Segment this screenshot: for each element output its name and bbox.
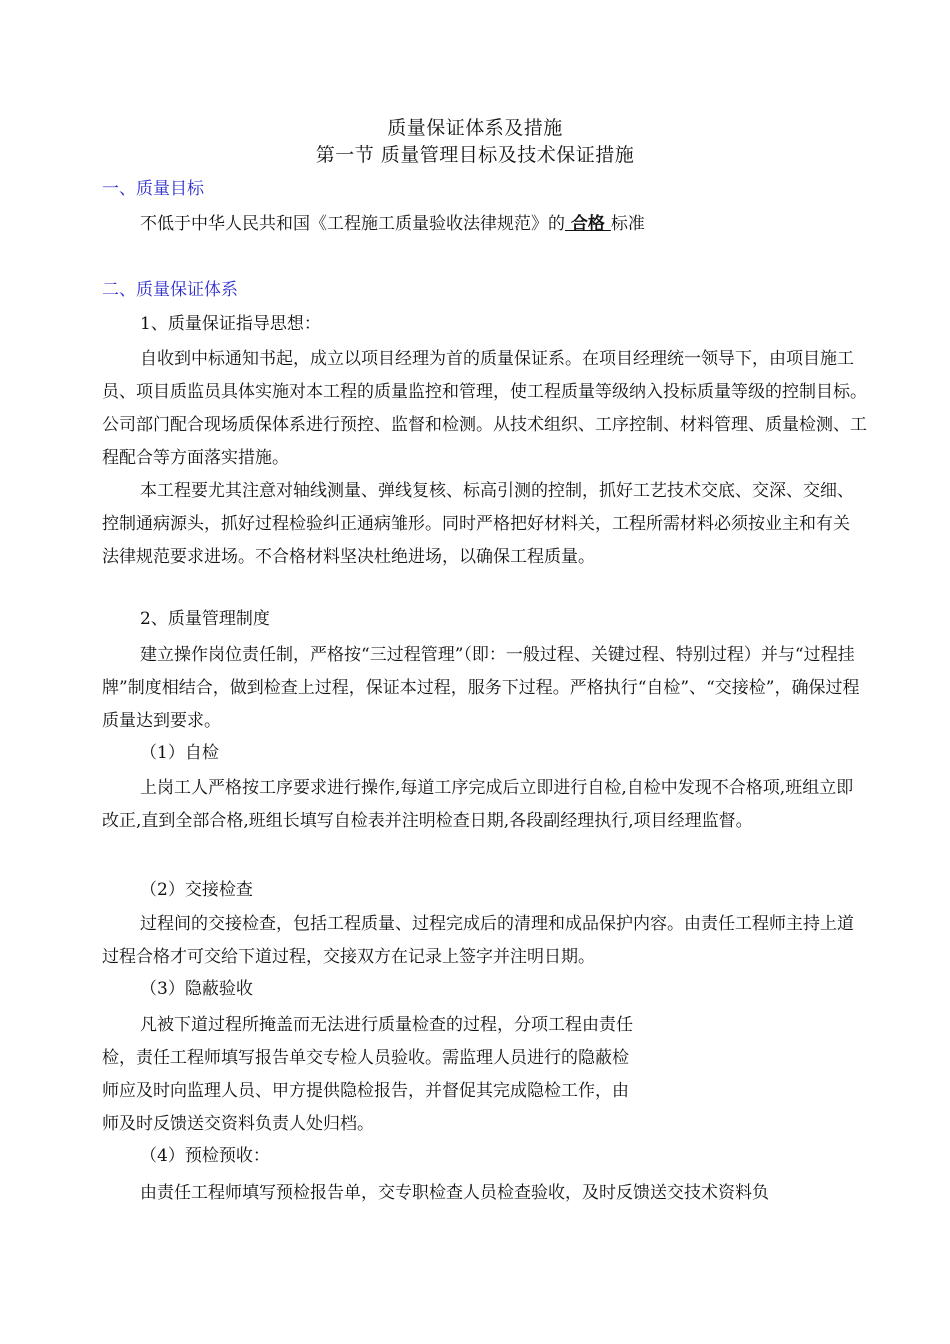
paragraph-handover-check: 过程间的交接检查，包括工程质量、过程完成后的清理和成品保护内容。由责任工程师主持上道过程合格才可交给下道过程，交接双方在记录上签字并注明日期。	[102, 914, 854, 967]
paragraph-guiding-thought: 自收到中标通知书起，成立以项目经理为首的质量保证系。在项目经理统一领导下，由项目施工员、项目质监员具体实施对本工程的质量监控和管理，使工程质量等级纳入投标质量等级的控制目标。公司部门配合现场质保体系进行预控、监督和检测。从技术组织、工序控制、材料管理、质量检测、工程配合等方面落实措施。	[102, 349, 867, 468]
sub-heading-pre-inspection: （4）预检预收：	[140, 1146, 270, 1166]
paragraph-pre-inspection: 由责任工程师填写预检报告单，交专职检查人员检查验收，及时反馈送交技术资料负	[140, 1183, 769, 1203]
item-guiding-thought: 1、质量保证指导思想：	[140, 314, 321, 334]
section-title: 第一节 质量管理目标及技术保证措施	[315, 144, 635, 166]
quality-goal-text-pre: 不低于中华人民共和国《工程施工质量验收法律规范》的	[140, 214, 565, 234]
quality-goal-text-post: 标准	[610, 214, 645, 234]
paragraph-key-controls: 本工程要尤其注意对轴线测量、弹线复核、标高引测的控制，抓好工艺技术交底、交深、交细、控制通病源头，抓好过程检验纠正通病雏形。同时严格把好材料关，工程所需材料必须按业主和有关法律规范要求进场。不合格材料坚决杜绝进场，以确保工程质量。	[102, 481, 854, 567]
document-title: 质量保证体系及措施	[387, 117, 563, 139]
sub-heading-self-check: （1）自检	[140, 743, 219, 763]
paragraph-concealed-line-3: 师应及时向监理人员、甲方提供隐检报告，并督促其完成隐检工作，由	[102, 1081, 629, 1101]
heading-quality-system: 二、质量保证体系	[102, 280, 238, 300]
sub-heading-handover-check: （2）交接检查	[140, 880, 253, 900]
paragraph-concealed-line-1: 凡被下道过程所掩盖而无法进行质量检查的过程，分项工程由责任	[140, 1015, 633, 1035]
cropped-region	[694, 1010, 874, 1138]
paragraph-concealed-line-4: 师及时反馈送交资料负责人处归档。	[102, 1114, 374, 1134]
sub-heading-concealed-acceptance: （3）隐蔽验收	[140, 979, 253, 999]
heading-quality-goal: 一、质量目标	[102, 179, 204, 199]
item-management-system: 2、质量管理制度	[140, 609, 270, 629]
quality-goal-text	[140, 211, 645, 237]
paragraph-responsibility: 建立操作岗位责任制，严格按“三过程管理”（即：一般过程、关键过程、特别过程）并与“过程挂牌”制度相结合，做到检查上过程，保证本过程，服务下过程。严格执行“自检”、“交接检”，确保过程质量达到要求。	[102, 645, 860, 731]
paragraph-concealed-line-2: 检，责任工程师填写报告单交专检人员验收。需监理人员进行的隐蔽检	[102, 1048, 629, 1068]
paragraph-self-check: 上岗工人严格按工序要求进行操作,每道工序完成后立即进行自检,自检中发现不合格项,班组立即改正,直到全部合格,班组长填写自检表并注明检查日期,各段副经理执行,项目经理监督。	[102, 778, 854, 831]
quality-goal-standard: 合格	[565, 214, 611, 234]
